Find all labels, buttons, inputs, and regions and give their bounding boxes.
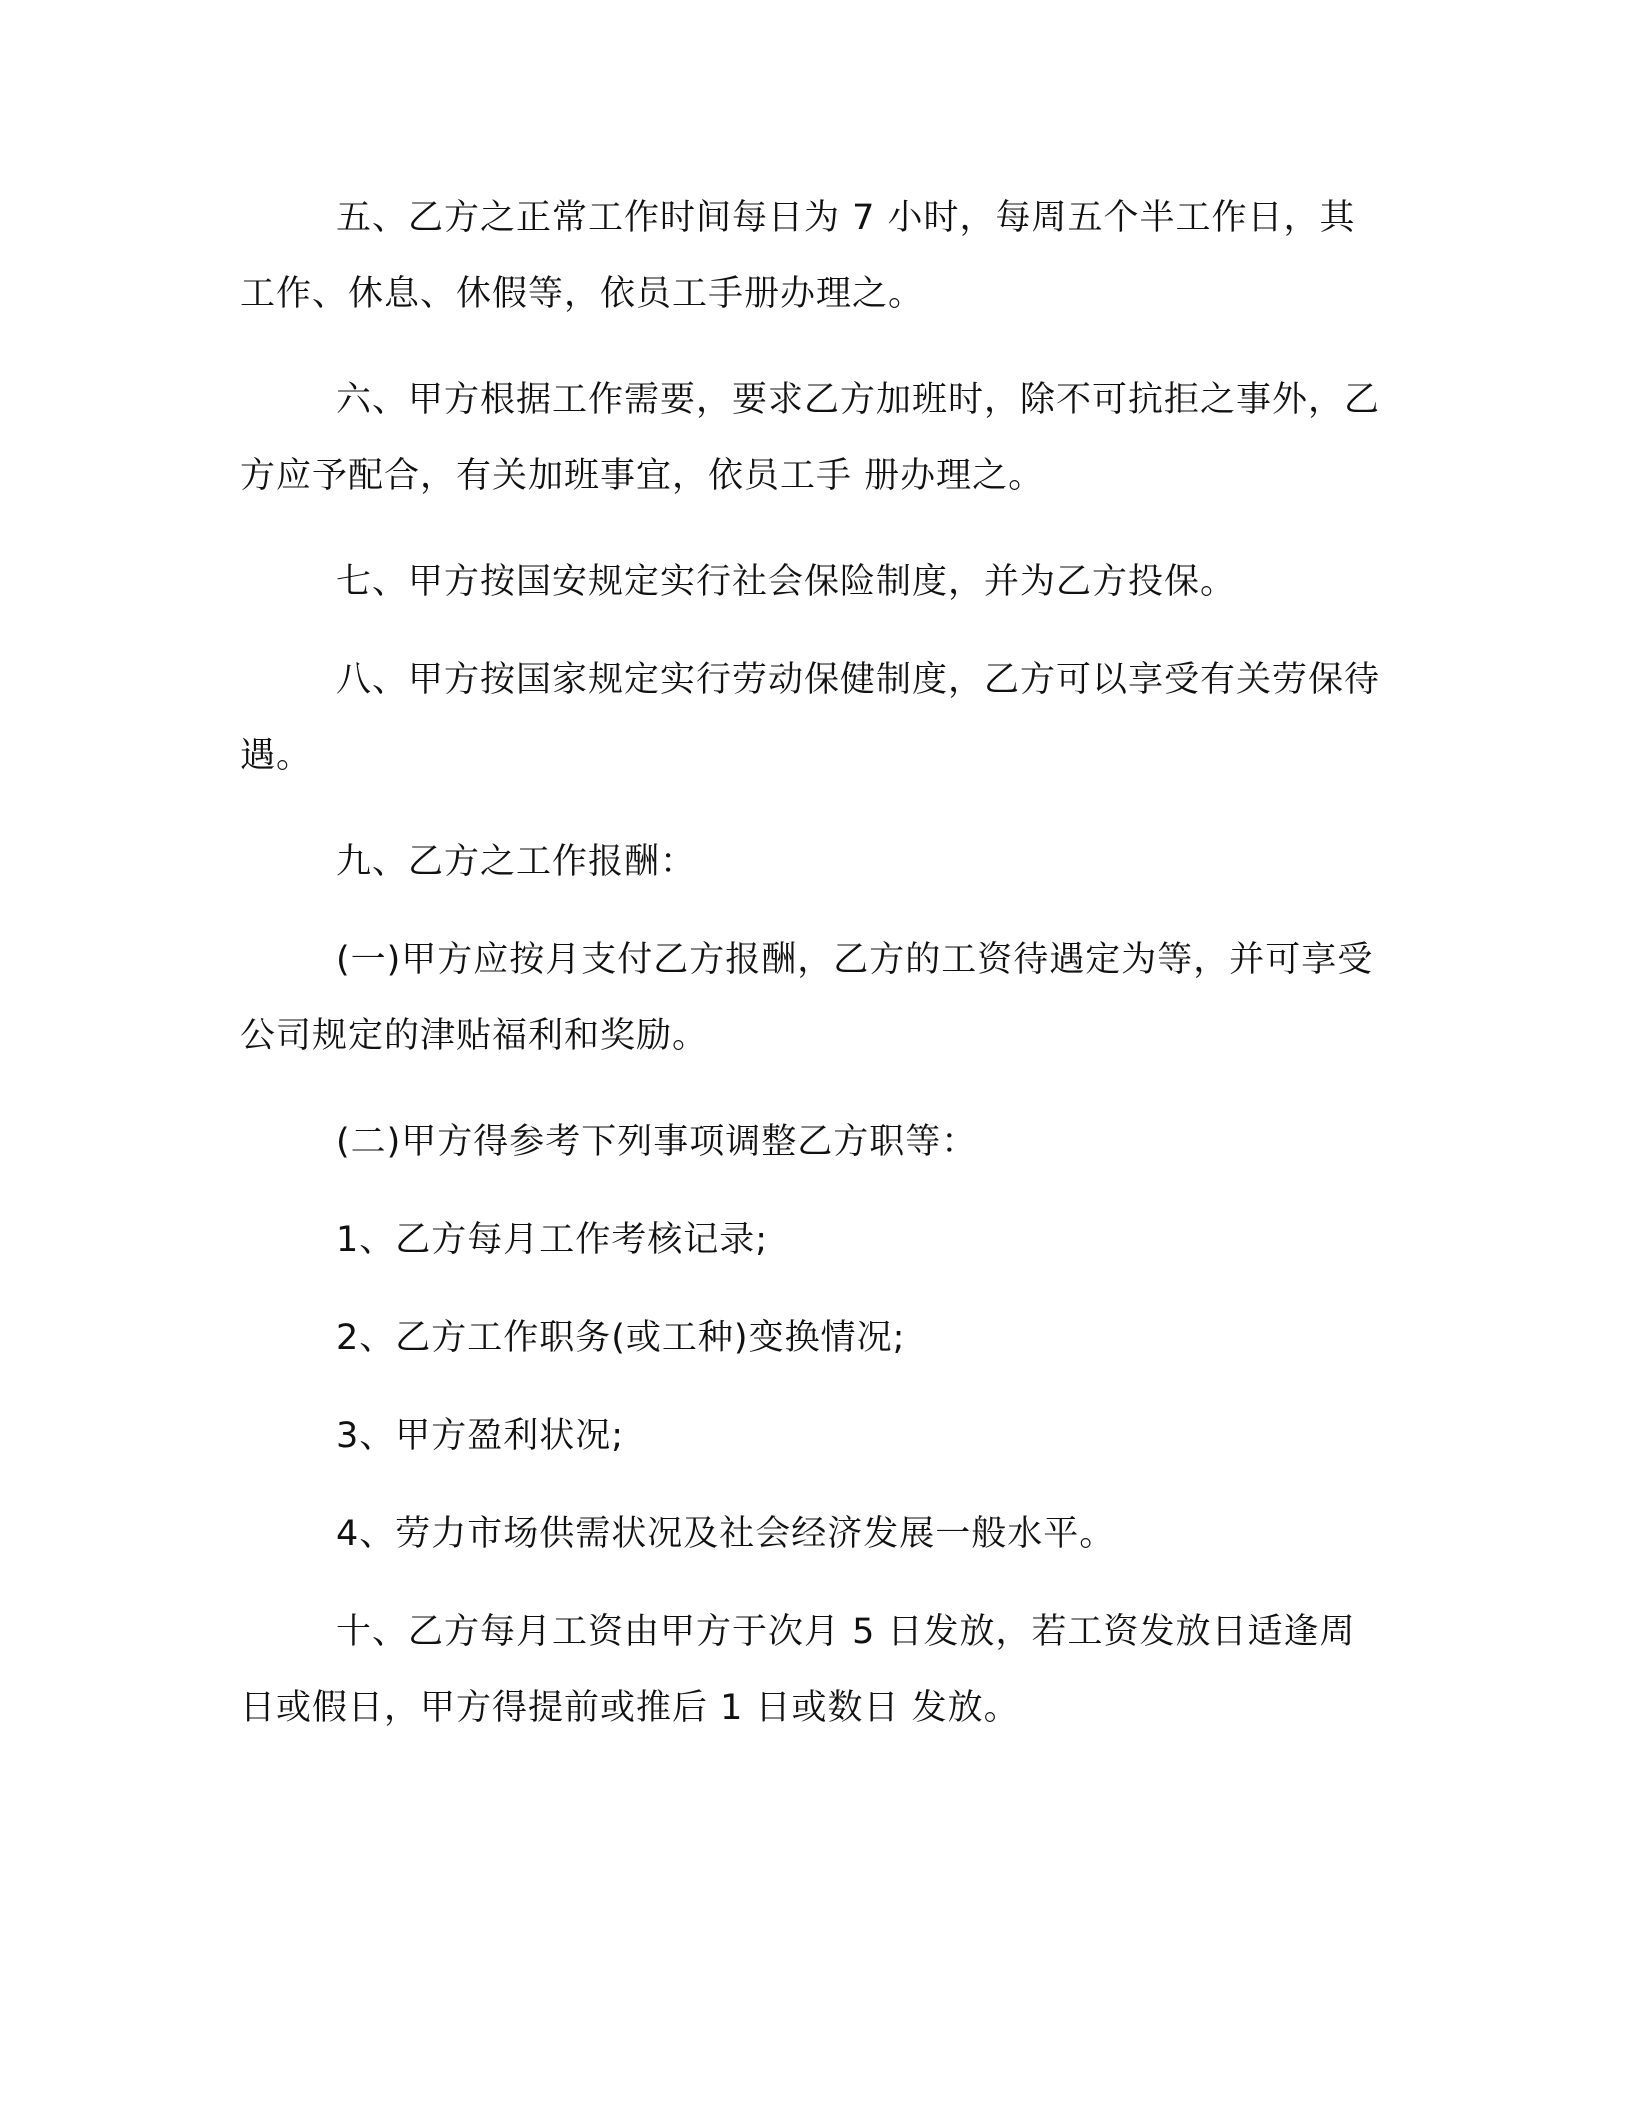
clause-6-paragraph: 六、甲方根据工作需要，要求乙方加班时，除不可抗拒之事外，乙方应予配合，有关加班事宜，依员工手 册办理之。 [240, 380, 1381, 496]
clause-9-item-2-paragraph: (二)甲方得参考下列事项调整乙方职等： [336, 1122, 978, 1162]
list-item: 3、甲方盈利状况; [336, 1416, 625, 1456]
clause-10-paragraph: 十、乙方每月工资由甲方于次月 5 日发放，若工资发放日适逢周日或假日，甲方得提前或推后 1 日或数日 发放。 [240, 1612, 1356, 1728]
clause-8-paragraph: 八、甲方按国家规定实行劳动保健制度，乙方可以享受有关劳保待遇。 [240, 660, 1381, 776]
clause-9-heading: 九、乙方之工作报酬： [336, 842, 697, 882]
list-item: 1、乙方每月工作考核记录; [336, 1220, 769, 1260]
clause-7-paragraph: 七、甲方按国安规定实行社会保险制度，并为乙方投保。 [336, 562, 1237, 602]
clause-9-item-1-paragraph: (一)甲方应按月支付乙方报酬，乙方的工资待遇定为等，并可享受公司规定的津贴福利和奖励。 [240, 940, 1374, 1056]
list-item: 4、劳力市场供需状况及社会经济发展一般水平。 [336, 1514, 1116, 1554]
list-item: 2、乙方工作职务(或工种)变换情况; [336, 1318, 906, 1358]
clause-5-paragraph: 五、乙方之正常工作时间每日为 7 小时，每周五个半工作日，其工作、休息、休假等，依员工手册办理之。 [240, 198, 1356, 314]
